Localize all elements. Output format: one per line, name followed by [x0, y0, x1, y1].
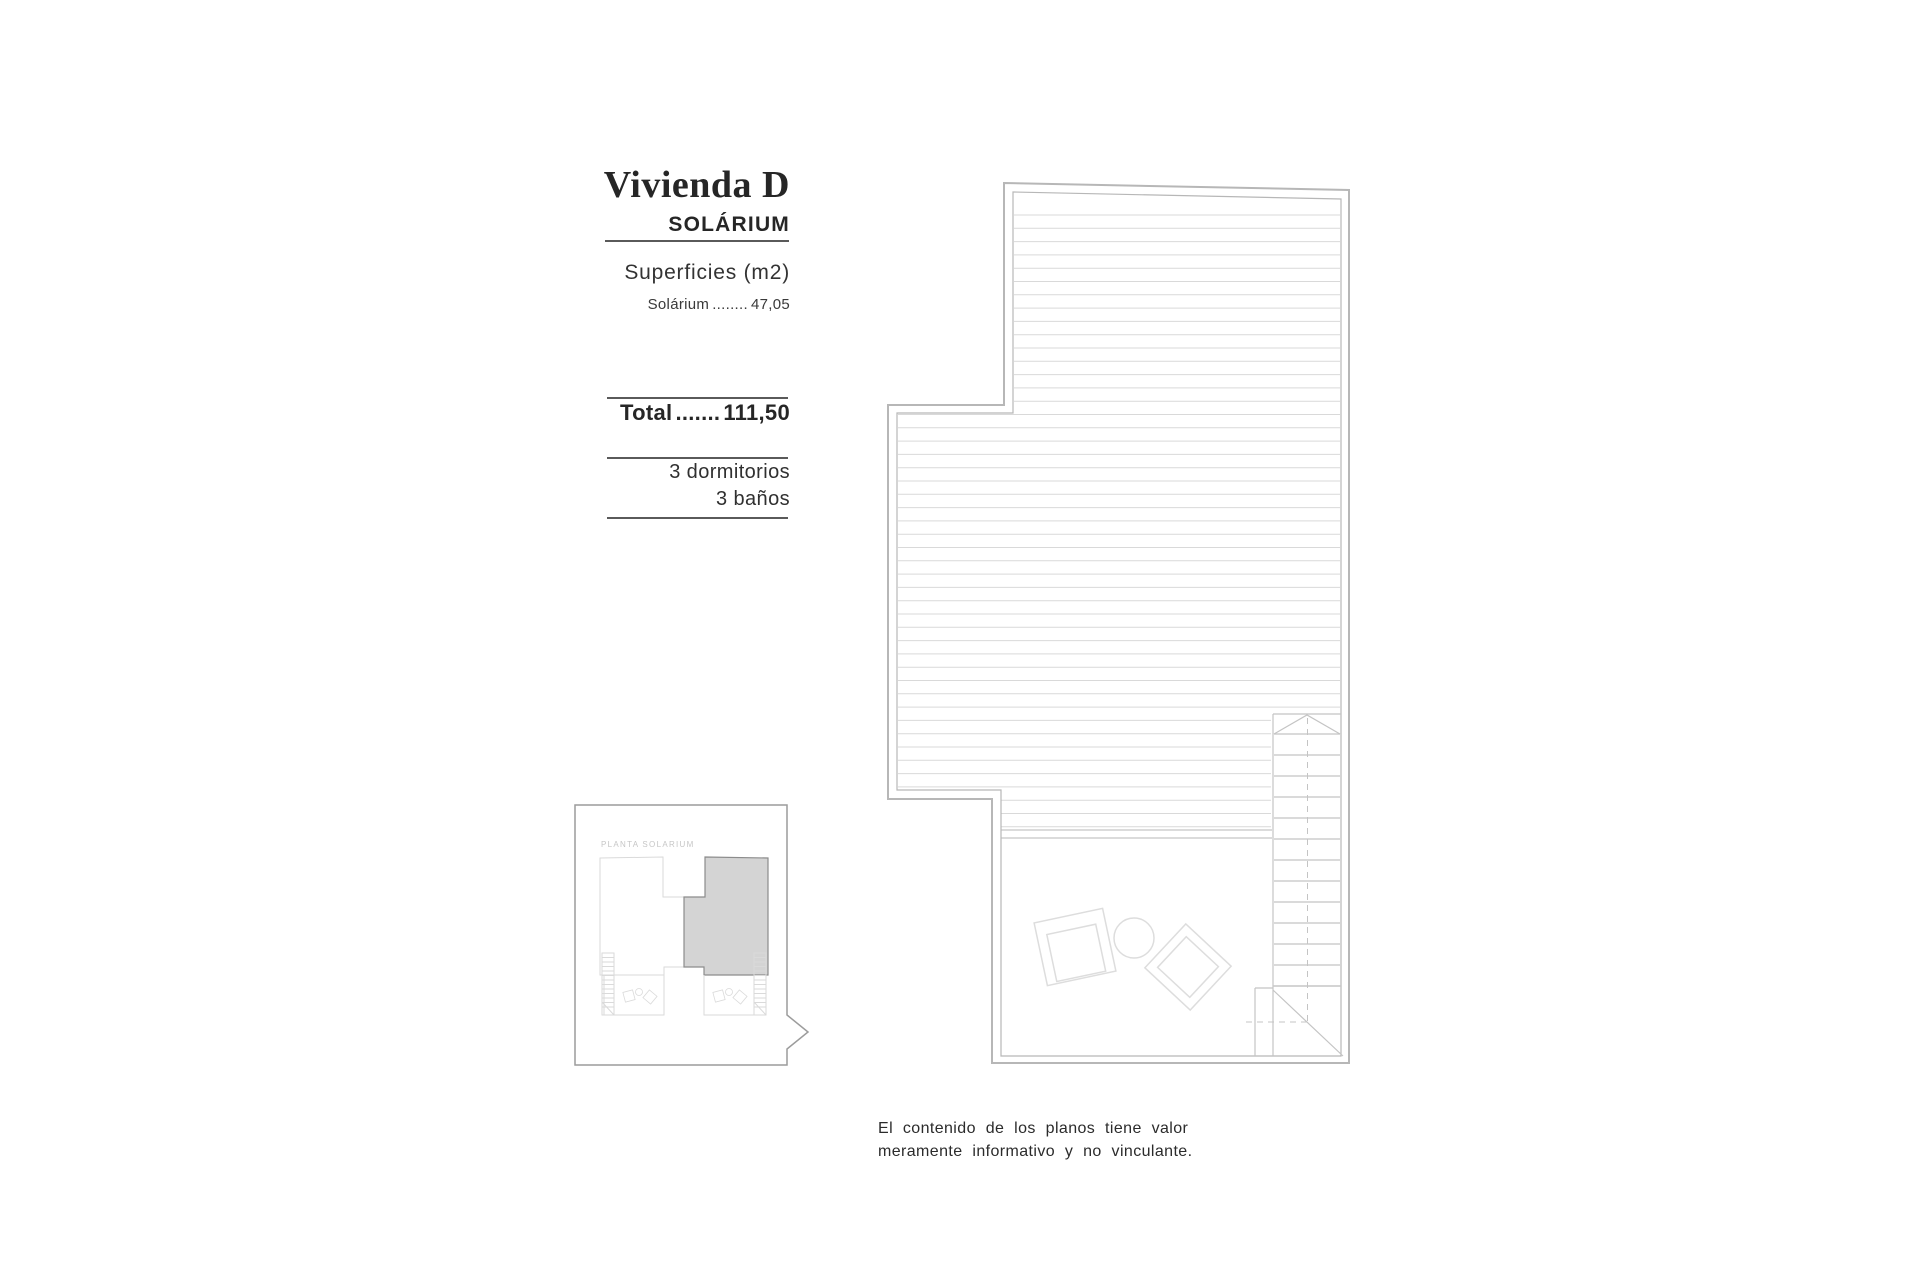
disclaimer-note	[878, 1117, 1192, 1163]
outer-wall	[888, 183, 1349, 1063]
key-plan-right-stairs	[754, 953, 766, 1015]
key-plan-right-furniture	[713, 989, 747, 1005]
page-subtitle: SOLÁRIUM	[668, 213, 790, 236]
round-table	[1114, 918, 1154, 958]
total-label: Total	[620, 400, 673, 425]
disclaimer-line: El contenido de los planos tiene valor	[878, 1120, 1189, 1137]
key-plan-title: PLANTA SOLARIUM	[601, 840, 695, 849]
disclaimer-line: meramente informativo y no vinculante.	[878, 1143, 1193, 1160]
lounge-chair-left	[1034, 908, 1116, 985]
feature-bedrooms: 3 dormitorios	[669, 461, 790, 483]
page-title: Vivienda D	[603, 164, 790, 206]
staircase	[1246, 714, 1343, 1056]
dot-leader: .......	[675, 400, 721, 425]
surfaces-heading: Superficies (m2)	[624, 261, 790, 284]
total-value: 111,50	[723, 400, 790, 425]
main-floor-plan	[888, 183, 1349, 1063]
key-plan-left-furniture	[623, 989, 657, 1005]
deck-edge	[1001, 830, 1272, 838]
stair-treads	[1274, 734, 1340, 986]
deck-hatch	[898, 215, 1340, 827]
surface-label: Solárium	[647, 296, 710, 313]
stair-landing-diagonal	[1273, 990, 1343, 1056]
lounge-chair-right	[1145, 924, 1231, 1010]
feature-bathrooms: 3 baños	[716, 488, 790, 510]
terrace-furniture	[1034, 908, 1231, 1010]
surface-value: 47,05	[750, 296, 790, 313]
dot-leader: ........	[712, 296, 748, 313]
